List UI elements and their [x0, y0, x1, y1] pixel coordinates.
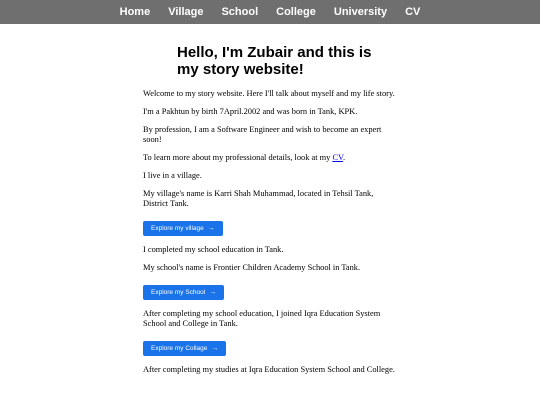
- birth-paragraph: I'm a Pakhtun by birth 7April.2002 and was born in Tank, KPK.: [143, 107, 358, 116]
- nav-college[interactable]: College: [276, 6, 316, 18]
- explore-village-button[interactable]: [143, 221, 223, 236]
- arrow-right-icon: →: [211, 345, 219, 352]
- cv-paragraph-end: .: [343, 153, 346, 162]
- nav-cv[interactable]: CV: [405, 6, 421, 18]
- explore-school-button[interactable]: [143, 285, 224, 300]
- village-name-paragraph: My village's name is Karri Shah Muhammad, located in Tehsil Tank, District Tank.: [143, 189, 374, 208]
- cv-paragraph: [143, 153, 397, 163]
- nav-home[interactable]: Home: [119, 6, 151, 18]
- nav-village[interactable]: Village: [168, 6, 204, 18]
- top-navigation: [0, 0, 540, 24]
- school-education-paragraph: I completed my school education in Tank.: [143, 245, 284, 254]
- nav-university[interactable]: University: [333, 6, 388, 18]
- intro-paragraph: Welcome to my story website. Here I'll talk about myself and my life story.: [143, 89, 395, 98]
- profession-paragraph: By profession, I am a Software Engineer and wish to become an expert soon!: [143, 125, 382, 144]
- main-content: [143, 44, 397, 383]
- explore-college-label: Explore my Collage: [151, 345, 208, 352]
- page-title: Hello, I'm Zubair and this is my story website!: [177, 44, 372, 78]
- cv-link[interactable]: CV: [332, 153, 343, 162]
- school-name-paragraph: My school's name is Frontier Children Academy School in Tank.: [143, 263, 361, 272]
- arrow-right-icon: →: [209, 289, 217, 296]
- explore-college-button[interactable]: [143, 341, 226, 356]
- village-intro-paragraph: I live in a village.: [143, 171, 202, 180]
- nav-school[interactable]: School: [221, 6, 259, 18]
- after-college-paragraph: After completing my studies at Iqra Education System School and College.: [143, 365, 395, 374]
- college-paragraph: After completing my school education, I joined Iqra Education System School and College in Tank.: [143, 309, 381, 328]
- explore-village-label: Explore my village: [151, 225, 204, 232]
- explore-school-label: Explore my School: [151, 289, 206, 296]
- cv-paragraph-text: To learn more about my professional details, look at my: [143, 153, 333, 162]
- arrow-right-icon: →: [207, 225, 215, 232]
